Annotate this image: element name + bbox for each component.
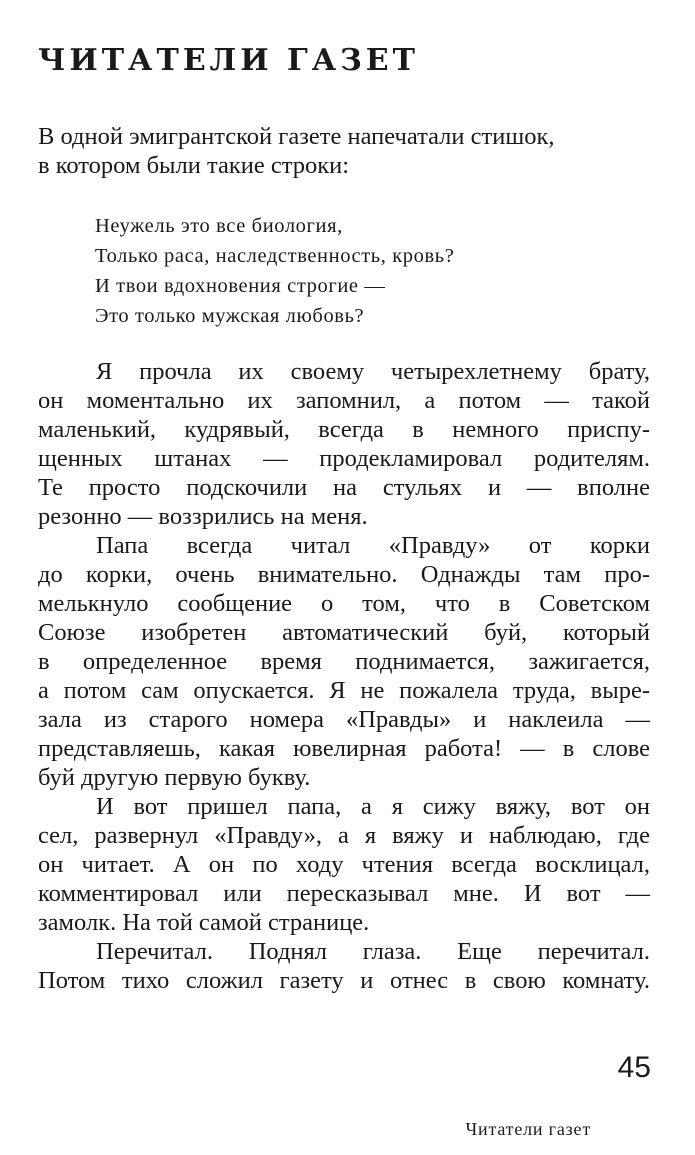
intro-line: в котором были такие строки:	[38, 152, 350, 179]
body-line: И вот пришел папа, а я сижу вяжу, вот он	[96, 793, 650, 820]
body-line: резонно — воззрились на меня.	[38, 503, 368, 530]
body-line: Папа всегда читал «Правду» от корки	[96, 532, 650, 559]
intro-paragraph	[38, 122, 628, 180]
chapter-title: ЧИТАТЕЛИ ГАЗЕТ	[38, 43, 419, 78]
body-line: он моментально их запомнил, а потом — такой	[38, 387, 650, 414]
poem-line: Только раса, наследственность, кровь?	[95, 245, 455, 267]
body-line: сел, развернул «Правду», а я вяжу и наблюдаю, где	[38, 822, 650, 849]
poem-line: И твои вдохновения строгие —	[95, 275, 386, 297]
body-line: Перечитал. Поднял глаза. Еще перечитал.	[96, 938, 650, 965]
running-footer: Читатели газет	[465, 1119, 591, 1139]
body-line: Я прочла их своему четырехлетнему брату,	[96, 358, 650, 385]
body-line: щенных штанах — продекламировал родителям.	[38, 445, 650, 472]
poem-line: Это только мужская любовь?	[95, 305, 365, 327]
body-line: комментировал или пересказывал мне. И вот —	[38, 880, 650, 907]
body-line: буй другую первую букву.	[38, 764, 311, 791]
body-line: до корки, очень внимательно. Однажды там про-	[38, 561, 650, 588]
body-line: мелькнуло сообщение о том, что в Советском	[38, 590, 650, 617]
body-line: в определенное время поднимается, зажигается,	[38, 648, 650, 675]
body-line: Потом тихо сложил газету и отнес в свою комнату.	[38, 967, 650, 994]
body-line: Союзе изобретен автоматический буй, который	[38, 619, 650, 646]
body-text	[38, 357, 650, 995]
intro-line: В одной эмигрантской газете напечатали стишок,	[38, 123, 555, 150]
body-line: а потом сам опускается. Я не пожалела труда, выре-	[38, 677, 650, 704]
body-line: Те просто подскочили на стульях и — вполне	[38, 474, 650, 501]
poem-line: Неужель это все биология,	[95, 215, 343, 237]
body-line: замолк. На той самой странице.	[38, 909, 370, 936]
body-line: маленький, кудрявый, всегда в немного приспу-	[38, 416, 650, 443]
body-line: представляешь, какая ювелирная работа! — в слове	[38, 735, 650, 762]
poem-quote	[95, 211, 454, 331]
body-line: зала из старого номера «Правды» и наклеила —	[38, 706, 650, 733]
page-number: 45	[617, 1051, 651, 1084]
body-line: он читает. А он по ходу чтения всегда восклицал,	[38, 851, 650, 878]
